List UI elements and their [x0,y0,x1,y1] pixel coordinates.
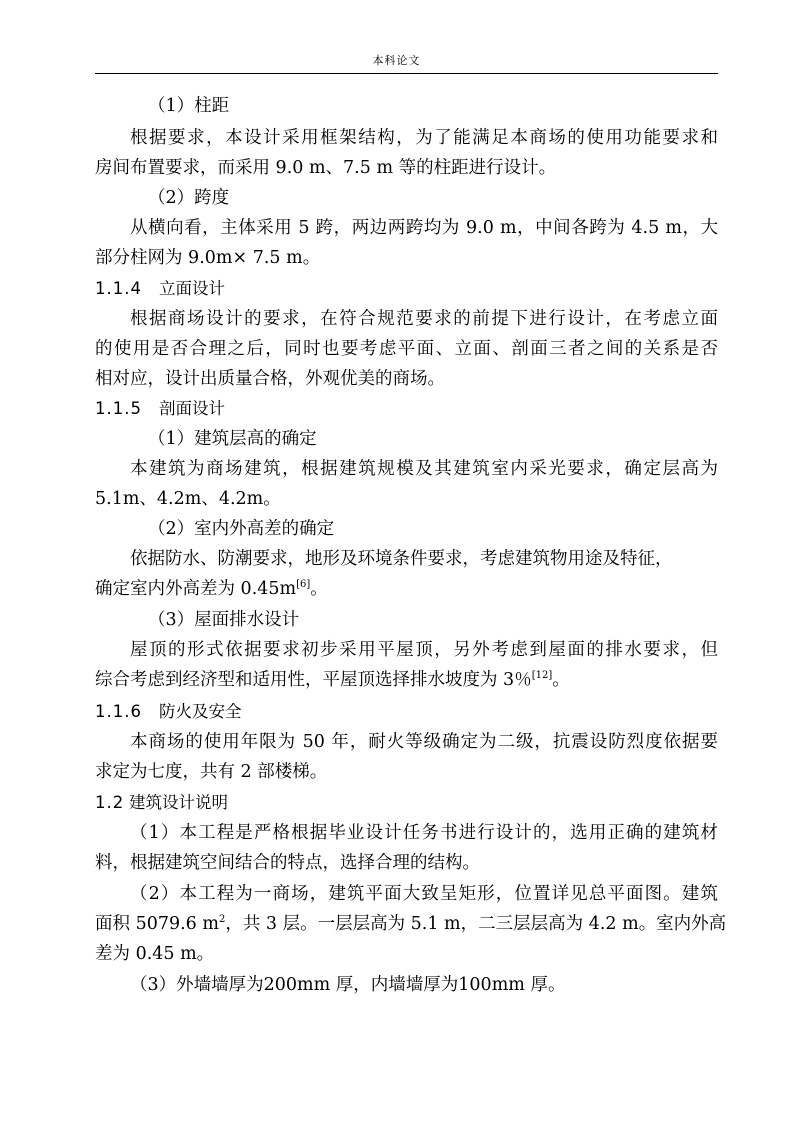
paragraph-line: 求定为七度，共有 2 部楼梯。 [95,762,328,782]
paragraph-line: （1）本工程是严格根据毕业设计任务书进行设计的，选用正确的建筑材 [130,823,718,843]
paragraph-text: 综合考虑到经济型和适用性，平屋顶选择排水坡度为 3％ [95,670,532,690]
paragraph-line: 相对应，设计出质量合格，外观优美的商场。 [95,369,445,389]
paragraph-text: 面积 5079.6 m [95,914,219,934]
paragraph-text: 。 [552,670,570,690]
section-number: 1.2 [95,793,125,812]
section-number: 1.1.4 [95,279,142,298]
subsection-roof-drainage: （3）屋面排水设计 [148,610,300,630]
citation-ref: [12] [531,670,553,681]
paragraph-line: 本商场的使用年限为 50 年，耐火等级确定为二级，抗震设防烈度依据要 [130,732,718,752]
section-heading-1-1-4 [95,277,718,301]
section-heading-1-1-6 [95,700,718,724]
paragraph-line-with-citation [95,668,718,692]
paragraph-line: 5.1m、4.2m、4.2m。 [95,489,281,509]
subsection-span: （2）跨度 [148,188,230,208]
section-number: 1.1.6 [95,702,142,721]
paragraph-line-with-superscript [95,912,727,936]
paragraph-line: 根据商场设计的要求，在符合规范要求的前提下进行设计，在考虑立面 [130,309,718,329]
section-title: 防火及安全 [159,702,242,721]
section-title: 剖面设计 [159,399,225,418]
subsection-column-spacing: （1）柱距 [148,96,230,116]
subsection-height-difference: （2）室内外高差的确定 [148,519,335,539]
paragraph-line: 根据要求，本设计采用框架结构，为了能满足本商场的使用功能要求和 [130,128,718,148]
section-heading-1-2 [95,791,718,815]
subsection-floor-height: （1）建筑层高的确定 [148,429,317,449]
paragraph-line-with-citation [95,577,718,601]
paragraph-line: （3）外墙墙厚为200mm 厚，内墙墙厚为100mm 厚。 [130,975,566,995]
page-header-title: 本科论文 [372,54,421,67]
paragraph-line: 依据防水、防潮要求，地形及环境条件要求，考虑建筑物用途及特征， [130,549,673,569]
paragraph-line: （2）本工程为一商场，建筑平面大致呈矩形，位置详见总平面图。建筑 [130,884,718,904]
header-divider [95,73,718,74]
paragraph-text: 确定室内外高差为 0.45m [95,579,297,599]
superscript: 2 [218,914,226,925]
paragraph-text: ，共 3 层。一层层高为 5.1 m，二三层层高为 4.2 m。室内外高 [225,914,727,934]
section-number: 1.1.5 [95,399,142,418]
section-heading-1-1-5 [95,397,718,421]
paragraph-line: 料，根据建筑空间结合的特点，选择合理的结构。 [95,853,480,873]
section-title: 立面设计 [159,279,225,298]
paragraph-line: 从横向看，主体采用 5 跨，两边两跨均为 9.0 m，中间各跨为 4.5 m，大 [130,218,718,238]
paragraph-line: 本建筑为商场建筑，根据建筑规模及其建筑室内采光要求，确定层高为 [130,459,718,479]
paragraph-text: 。 [310,579,328,599]
paragraph-line: 房间布置要求，而采用 9.0 m、7.5 m 等的柱距进行设计。 [95,158,557,178]
section-title: 建筑设计说明 [129,793,228,812]
citation-ref: [6] [296,579,311,590]
paragraph-line: 差为 0.45 m。 [95,944,215,964]
paragraph-line: 屋顶的形式依据要求初步采用平屋顶，另外考虑到屋面的排水要求，但 [130,640,718,660]
paragraph-line: 部分柱网为 9.0m× 7.5 m。 [95,248,321,268]
paragraph-line: 的使用是否合理之后，同时也要考虑平面、立面、剖面三者之间的关系是否 [95,339,718,359]
